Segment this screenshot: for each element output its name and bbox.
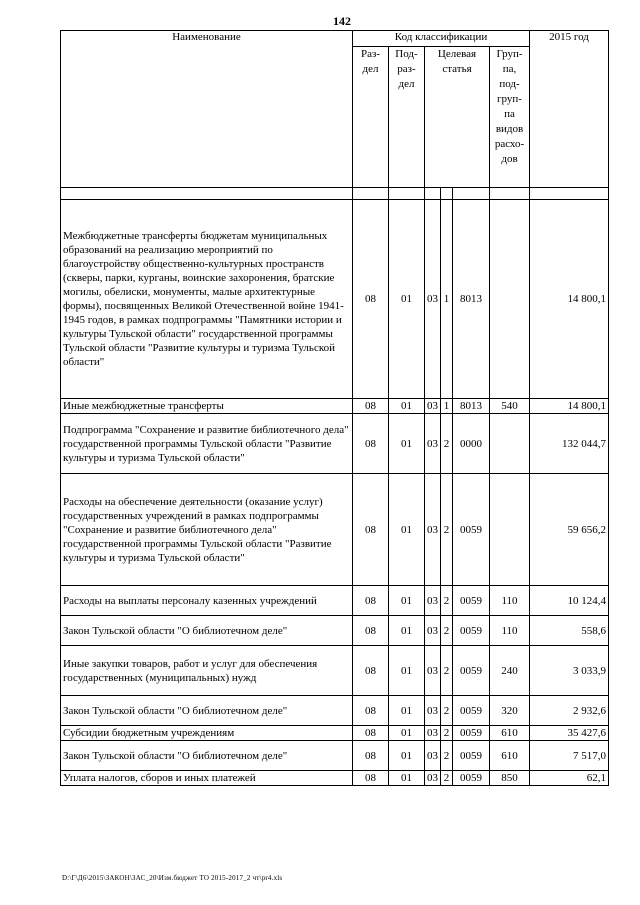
row-expense-type bbox=[490, 200, 530, 399]
row-target-direction: 0000 bbox=[453, 414, 490, 474]
row-target-subprogram: 2 bbox=[441, 646, 453, 696]
row-name: Расходы на выплаты персоналу казенных учреждений bbox=[61, 586, 353, 616]
row-name: Уплата налогов, сборов и иных платежей bbox=[61, 771, 353, 786]
row-target-direction: 0059 bbox=[453, 646, 490, 696]
row-target-subprogram: 2 bbox=[441, 414, 453, 474]
row-target-subprogram: 2 bbox=[441, 616, 453, 646]
row-name: Субсидии бюджетным учреждениям bbox=[61, 726, 353, 741]
header-name: Наименование bbox=[61, 31, 353, 188]
header-expense-group: Груп- па, под- груп- па видов расхо- дов bbox=[490, 47, 530, 188]
row-target-program: 03 bbox=[425, 474, 441, 586]
row-razdel: 08 bbox=[353, 586, 389, 616]
header-year: 2015 год bbox=[530, 31, 609, 188]
table-body bbox=[61, 188, 609, 786]
row-podrazdel: 01 bbox=[389, 399, 425, 414]
row-name: Расходы на обеспечение деятельности (оказание услуг) государственных учреждений в рамках подпрограммы "Сохранение и развитие библиотечного дела" государственной программы Тульской области "Развитие культуры и туризма Тульской области" bbox=[61, 474, 353, 586]
spacer-cell bbox=[490, 188, 530, 200]
row-target-direction: 0059 bbox=[453, 741, 490, 771]
table-row bbox=[61, 696, 609, 726]
row-target-subprogram: 1 bbox=[441, 200, 453, 399]
row-amount: 3 033,9 bbox=[530, 646, 609, 696]
row-target-program: 03 bbox=[425, 726, 441, 741]
row-podrazdel: 01 bbox=[389, 726, 425, 741]
row-target-subprogram: 1 bbox=[441, 399, 453, 414]
spacer-cell bbox=[61, 188, 353, 200]
row-expense-type: 110 bbox=[490, 586, 530, 616]
row-target-program: 03 bbox=[425, 200, 441, 399]
row-amount: 59 656,2 bbox=[530, 474, 609, 586]
table-row bbox=[61, 200, 609, 399]
spacer-cell bbox=[441, 188, 453, 200]
spacer-cell bbox=[353, 188, 389, 200]
row-target-direction: 0059 bbox=[453, 771, 490, 786]
table-row bbox=[61, 586, 609, 616]
row-expense-type: 850 bbox=[490, 771, 530, 786]
row-target-direction: 8013 bbox=[453, 399, 490, 414]
row-podrazdel: 01 bbox=[389, 474, 425, 586]
row-amount: 35 427,6 bbox=[530, 726, 609, 741]
row-razdel: 08 bbox=[353, 200, 389, 399]
row-expense-type: 610 bbox=[490, 741, 530, 771]
row-target-subprogram: 2 bbox=[441, 474, 453, 586]
table-row bbox=[61, 414, 609, 474]
row-target-subprogram: 2 bbox=[441, 696, 453, 726]
row-razdel: 08 bbox=[353, 474, 389, 586]
row-amount: 62,1 bbox=[530, 771, 609, 786]
row-target-program: 03 bbox=[425, 414, 441, 474]
row-razdel: 08 bbox=[353, 696, 389, 726]
row-target-program: 03 bbox=[425, 399, 441, 414]
table-row bbox=[61, 726, 609, 741]
table-row bbox=[61, 474, 609, 586]
row-target-subprogram: 2 bbox=[441, 726, 453, 741]
table-row bbox=[61, 646, 609, 696]
row-podrazdel: 01 bbox=[389, 616, 425, 646]
row-razdel: 08 bbox=[353, 616, 389, 646]
row-target-program: 03 bbox=[425, 616, 441, 646]
row-target-subprogram: 2 bbox=[441, 771, 453, 786]
row-target-program: 03 bbox=[425, 771, 441, 786]
row-target-direction: 0059 bbox=[453, 616, 490, 646]
row-name: Закон Тульской области "О библиотечном деле" bbox=[61, 741, 353, 771]
row-target-subprogram: 2 bbox=[441, 586, 453, 616]
header-code-classification: Код классификации bbox=[353, 31, 530, 47]
row-amount: 558,6 bbox=[530, 616, 609, 646]
row-podrazdel: 01 bbox=[389, 696, 425, 726]
row-target-direction: 0059 bbox=[453, 726, 490, 741]
spacer-cell bbox=[425, 188, 441, 200]
row-expense-type: 540 bbox=[490, 399, 530, 414]
row-expense-type: 320 bbox=[490, 696, 530, 726]
spacer-cell bbox=[389, 188, 425, 200]
row-podrazdel: 01 bbox=[389, 771, 425, 786]
row-target-direction: 0059 bbox=[453, 696, 490, 726]
budget-table bbox=[60, 30, 609, 786]
row-razdel: 08 bbox=[353, 646, 389, 696]
spacer-cell bbox=[453, 188, 490, 200]
row-expense-type: 240 bbox=[490, 646, 530, 696]
page-number: 142 bbox=[333, 14, 351, 28]
row-podrazdel: 01 bbox=[389, 646, 425, 696]
row-name: Закон Тульской области "О библиотечном деле" bbox=[61, 616, 353, 646]
row-razdel: 08 bbox=[353, 771, 389, 786]
row-name: Подпрограмма "Сохранение и развитие библиотечного дела" государственной программы Тульской области "Развитие культуры и туризма Тульской области" bbox=[61, 414, 353, 474]
row-podrazdel: 01 bbox=[389, 586, 425, 616]
table-row bbox=[61, 399, 609, 414]
row-target-program: 03 bbox=[425, 741, 441, 771]
row-expense-type bbox=[490, 414, 530, 474]
row-razdel: 08 bbox=[353, 741, 389, 771]
spacer-cell bbox=[530, 188, 609, 200]
row-target-program: 03 bbox=[425, 696, 441, 726]
row-target-program: 03 bbox=[425, 586, 441, 616]
row-amount: 14 800,1 bbox=[530, 399, 609, 414]
row-target-direction: 0059 bbox=[453, 474, 490, 586]
table-row bbox=[61, 741, 609, 771]
row-name: Межбюджетные трансферты бюджетам муниципальных образований на реализацию мероприятий по благоустройству общественно-культурных пространств (скверы, парки, курганы, воинские захоронения, братские могилы, обелиски, монументы, малые архитектурные формы), посвященных Великой Отечественной войне 1941-1945 годов, в рамках подпрограммы "Памятники истории и культуры Тульской области" государственной программы Тульской области "Развитие культуры и туризма Тульской области" bbox=[61, 200, 353, 399]
row-target-direction: 0059 bbox=[453, 586, 490, 616]
table-row bbox=[61, 771, 609, 786]
row-name: Закон Тульской области "О библиотечном деле" bbox=[61, 696, 353, 726]
file-path-footer: D:\Г\Д6\2015\ЗАКОН\ЗАС_20\Изм.бюджет ТО 2015-2017_2 чт\pr4.xls bbox=[62, 874, 283, 882]
row-name: Иные межбюджетные трансферты bbox=[61, 399, 353, 414]
row-podrazdel: 01 bbox=[389, 200, 425, 399]
row-amount: 2 932,6 bbox=[530, 696, 609, 726]
row-amount: 14 800,1 bbox=[530, 200, 609, 399]
row-expense-type: 610 bbox=[490, 726, 530, 741]
row-expense-type bbox=[490, 474, 530, 586]
row-name: Иные закупки товаров, работ и услуг для обеспечения государственных (муниципальных) нужд bbox=[61, 646, 353, 696]
row-razdel: 08 bbox=[353, 399, 389, 414]
row-target-direction: 8013 bbox=[453, 200, 490, 399]
row-expense-type: 110 bbox=[490, 616, 530, 646]
row-amount: 132 044,7 bbox=[530, 414, 609, 474]
header-target-article: Целевая статья bbox=[425, 47, 490, 188]
row-amount: 7 517,0 bbox=[530, 741, 609, 771]
header-razdel: Раз- дел bbox=[353, 47, 389, 188]
header-spacer-row bbox=[61, 188, 609, 200]
row-podrazdel: 01 bbox=[389, 414, 425, 474]
row-target-program: 03 bbox=[425, 646, 441, 696]
row-razdel: 08 bbox=[353, 414, 389, 474]
table-row bbox=[61, 616, 609, 646]
row-target-subprogram: 2 bbox=[441, 741, 453, 771]
row-razdel: 08 bbox=[353, 726, 389, 741]
row-podrazdel: 01 bbox=[389, 741, 425, 771]
header-podrazdel: Под- раз- дел bbox=[389, 47, 425, 188]
table-header bbox=[61, 31, 609, 188]
row-amount: 10 124,4 bbox=[530, 586, 609, 616]
